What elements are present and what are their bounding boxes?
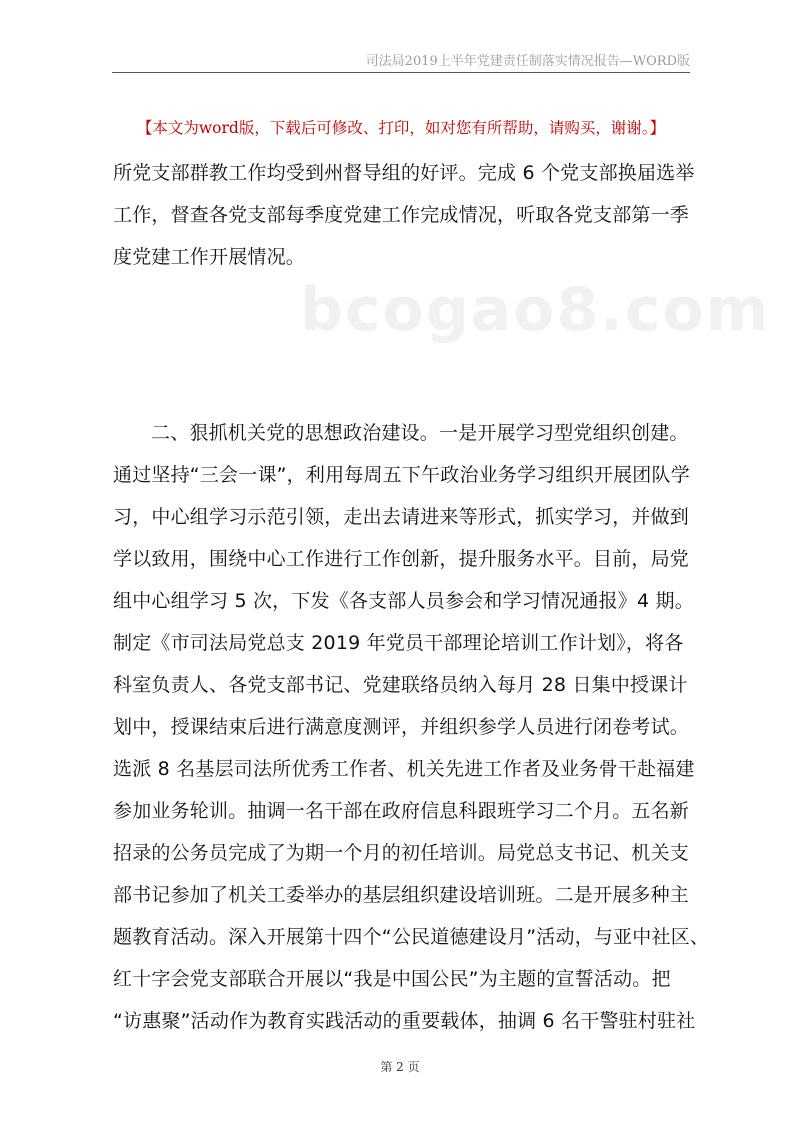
paragraph-line: 参加业务轮训。抽调一名干部在政府信息科跟班学习二个月。五名新 [113, 800, 690, 822]
paragraph-line: 题教育活动。深入开展第十四个“公民道德建设月”活动，与亚中社区、 [113, 926, 710, 948]
paragraph-2 [113, 412, 710, 1042]
paragraph-line: 通过坚持“三会一课”，利用每周五下午政治业务学习组织开展团队学 [113, 464, 690, 486]
paragraph-line: 二、狠抓机关党的思想政治建设。一是开展学习型党组织创建。 [151, 422, 689, 444]
paragraph-line: 划中，授课结束后进行满意度测评，并组织参学人员进行闭卷考试。 [113, 716, 690, 738]
paragraph-line: 红十字会党支部联合开展以“我是中国公民”为主题的宣誓活动。把 [113, 968, 671, 990]
paragraph-line: 工作，督查各党支部每季度党建工作完成情况，听取各党支部第一季 [113, 204, 690, 226]
paragraph-line: 学以致用，围绕中心工作进行工作创新，提升服务水平。目前，局党 [113, 548, 690, 570]
header-divider [112, 72, 690, 73]
page-header-title: 司法局2019上半年党建责任制落实情况报告—WORD版 [365, 54, 690, 69]
paragraph-line: 所党支部群教工作均受到州督导组的好评。完成 6 个党支部换届选举 [113, 162, 695, 184]
download-notice: 【本文为word版，下载后可修改、打印，如对您有所帮助，请购买，谢谢。】 [136, 119, 666, 137]
paragraph-line: 选派 8 名基层司法所优秀工作者、机关先进工作者及业务骨干赴福建 [113, 758, 695, 780]
paragraph-line: 部书记参加了机关工委举办的基层组织建设培训班。二是开展多种主 [113, 884, 690, 906]
paragraph-line: 组中心组学习 5 次，下发《各支部人员参会和学习情况通报》4 期。 [113, 590, 694, 612]
paragraph-line: 习，中心组学习示范引领，走出去请进来等形式，抓实学习，并做到 [113, 506, 690, 528]
site-watermark: bcogao8.com [300, 275, 771, 345]
paragraph-line: 科室负责人、各党支部书记、党建联络员纳入每月 28 日集中授课计 [113, 674, 688, 696]
page-number: 第 2 页 [380, 1060, 420, 1074]
paragraph-line: “访惠聚”活动作为教育实践活动的重要载体，抽调 6 名干警驻村驻社 [113, 1010, 696, 1032]
paragraph-1 [113, 152, 695, 278]
paragraph-line: 招录的公务员完成了为期一个月的初任培训。局党总支书记、机关支 [113, 842, 690, 864]
paragraph-line: 制定《市司法局党总支 2019 年党员干部理论培训工作计划》，将各 [113, 632, 684, 654]
paragraph-line: 度党建工作开展情况。 [113, 246, 306, 268]
